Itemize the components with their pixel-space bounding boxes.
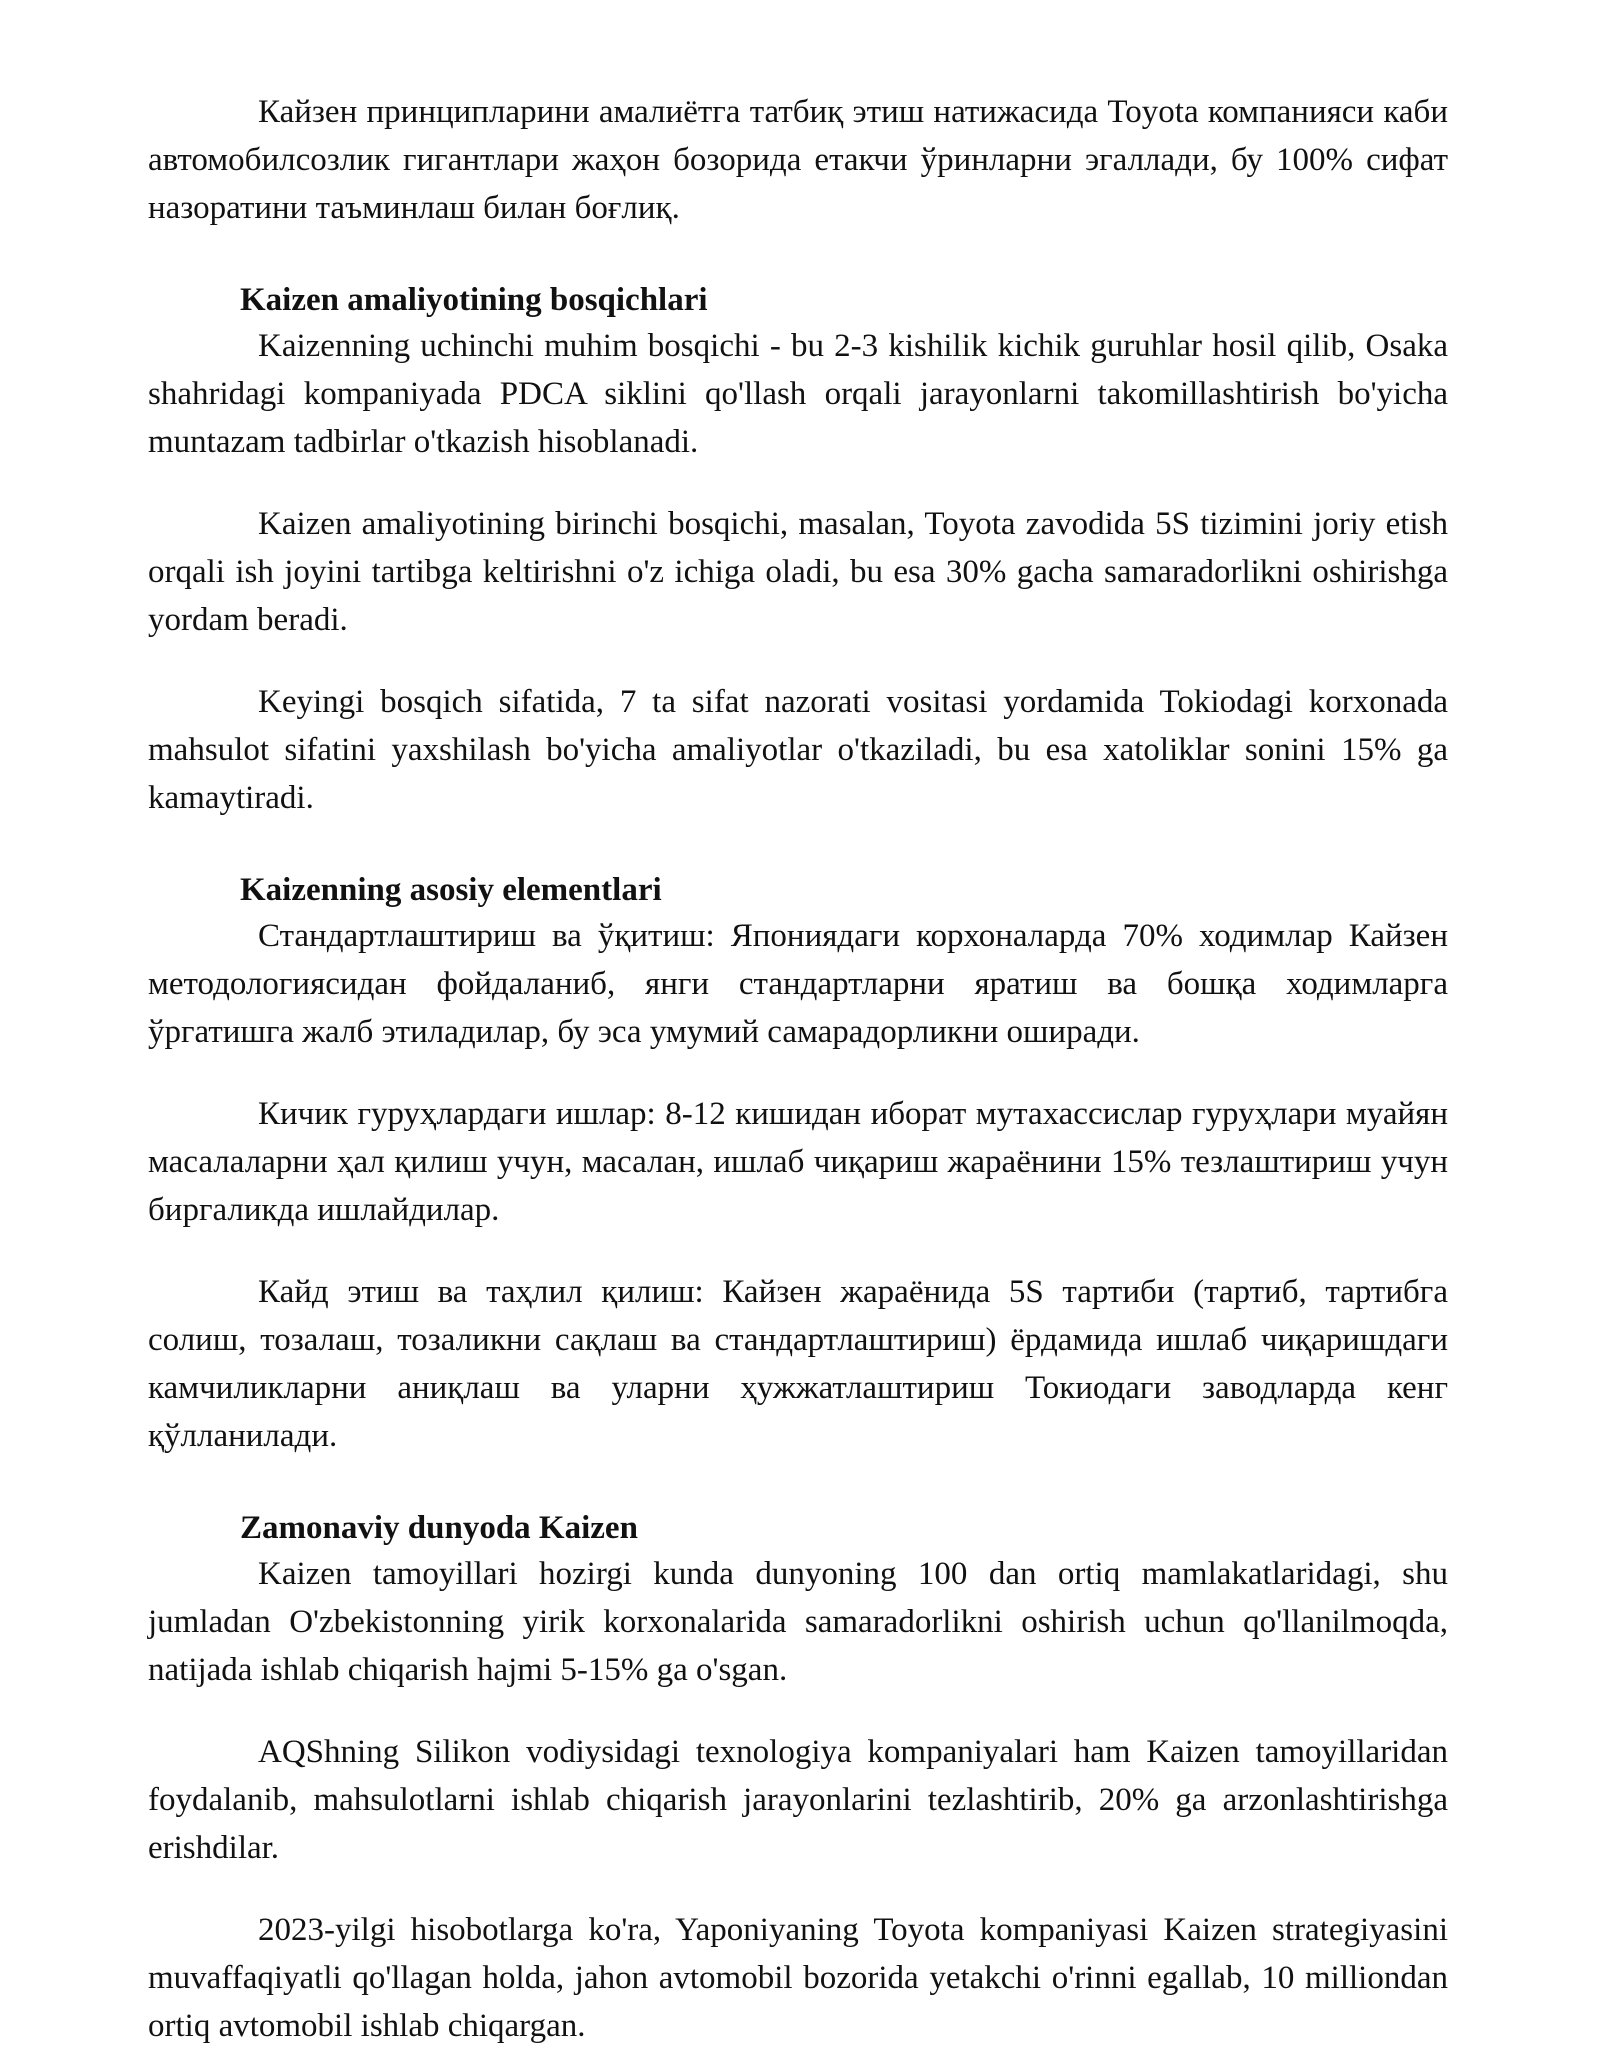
paragraph: Кайд этиш ва таҳлил қилиш: Кайзен жараёнида 5S тартиби (тартиб, тартибга солиш, тозалаш, тозаликни сақлаш ва стандартлаштириш) ёрдамида ишлаб чиқаришдаги камчиликларни аниқлаш ва уларни ҳужжатлаштириш Токиодаги заводларда кенг қўлланилади. xyxy=(148,1274,1448,1454)
intro-paragraph: Кайзен принципларини амалиётга татбиқ этиш натижасида Toyota компанияси каби автомобилсозлик гигантлари жаҳон бозорида етакчи ўринларни эгаллади, бу 100% сифат назоратини таъминлаш билан боғлиқ. xyxy=(148,94,1448,226)
paragraph: 2023-yilgi hisobotlarga ko'ra, Yaponiyaning Toyota kompaniyasi Kaizen strategiyasini muvaffaqiyatli qo'llagan holda, jahon avtomobil bozorida yetakchi o'rinni egallab, 10 milliondan ortiq avtomobil ishlab chiqargan. xyxy=(148,1912,1448,2044)
paragraph: Стандартлаштириш ва ўқитиш: Япониядаги корхоналарда 70% ходимлар Кайзен методологиясидан фойдаланиб, янги стандартларни яратиш ва бошқа ходимларга ўргатишга жалб этиладилар, бу эса умумий самарадорликни оширади. xyxy=(148,918,1448,1050)
paragraph: Кичик гуруҳлардаги ишлар: 8-12 кишидан иборат мутахассислар гуруҳлари муайян масалаларни ҳал қилиш учун, масалан, ишлаб чиқариш жараёнини 15% тезлаштириш учун биргаликда ишлайдилар. xyxy=(148,1096,1448,1228)
paragraph: Kaizenning uchinchi muhim bosqichi - bu 2-3 kishilik kichik guruhlar hosil qilib, Osaka shahridagi kompaniyada PDCA siklini qo'llash orqali jarayonlarni takomillashtirish bo'yicha muntazam tadbirlar o'tkazish hisoblanadi. xyxy=(148,328,1448,460)
section-heading-modern-kaizen: Zamonaviy dunyoda Kaizen xyxy=(240,1510,638,1546)
paragraph: Keyingi bosqich sifatida, 7 ta sifat nazorati vositasi yordamida Tokiodagi korxonada mahsulot sifatini yaxshilash bo'yicha amaliyotlar o'tkaziladi, bu esa xatoliklar sonini 15% ga kamaytiradi. xyxy=(148,684,1448,816)
section-heading-kaizen-elements: Kaizenning asosiy elementlari xyxy=(240,872,662,908)
section-heading-kaizen-stages: Kaizen amaliyotining bosqichlari xyxy=(240,282,708,318)
document-page xyxy=(148,88,1448,2050)
paragraph: AQShning Silikon vodiysidagi texnologiya kompaniyalari ham Kaizen tamoyillaridan foydalanib, mahsulotlarni ishlab chiqarish jarayonlarini tezlashtirib, 20% ga arzonlashtirishga erishdilar. xyxy=(148,1734,1448,1866)
paragraph: Kaizen amaliyotining birinchi bosqichi, masalan, Toyota zavodida 5S tizimini joriy etish orqali ish joyini tartibga keltirishni o'z ichiga oladi, bu esa 30% gacha samaradorlikni oshirishga yordam beradi. xyxy=(148,506,1448,638)
paragraph: Kaizen tamoyillari hozirgi kunda dunyoning 100 dan ortiq mamlakatlaridagi, shu jumladan O'zbekistonning yirik korxonalarida samaradorlikni oshirish uchun qo'llanilmoqda, natijada ishlab chiqarish hajmi 5-15% ga o'sgan. xyxy=(148,1556,1448,1688)
